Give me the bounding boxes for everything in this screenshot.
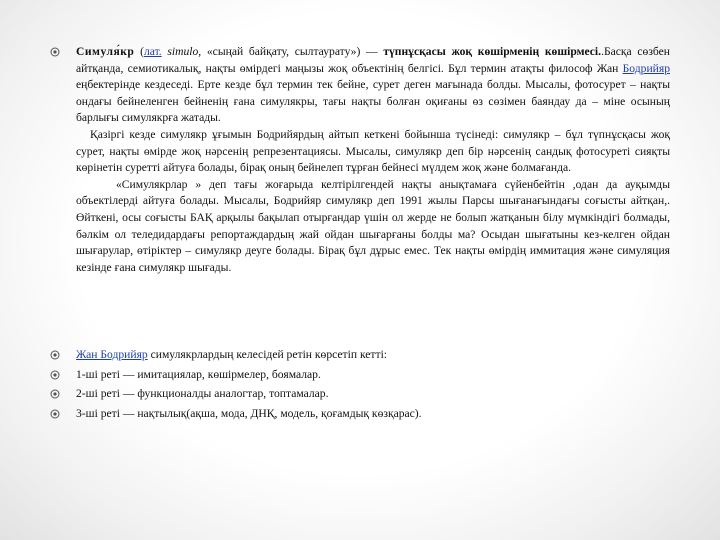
circled-dot-bullet-icon: [50, 350, 60, 360]
orders-intro-rest: симулякрлардың келесідей ретін көрсетіп кетті:: [147, 348, 388, 361]
etym-rest: , «сыңай байқату, сылтаурату») —: [198, 45, 378, 58]
circled-dot-bullet-icon: [50, 370, 60, 380]
bullet-item-order-2: [50, 386, 670, 403]
slide-content: [50, 44, 670, 422]
bullet-item-orders-intro: [50, 347, 670, 364]
order-2-text: 2-ші реті — функционалды аналогтар, топтамалар.: [76, 387, 329, 401]
circled-dot-bullet-icon: [50, 389, 60, 399]
order-1-text: 1-ші реті — имитациялар, көшірмелер, боямалар.: [76, 367, 321, 381]
latin-word: simulo: [167, 45, 199, 58]
circled-dot-bullet-icon: [50, 409, 60, 419]
term-title: Симуля́кр: [76, 45, 135, 58]
orders-intro-text: [76, 347, 670, 364]
circled-dot-bullet-icon: [50, 47, 60, 57]
bullet-item-order-1: [50, 367, 670, 384]
definition-tail: еңбектерінде кездеседі. Ерте кезде бұл термин тек бейне, сурет деген мағынада болды. Мысалы, фотосурет – нақты ондағы бейнеленген бейненің ғана симулякры, тағы нақты болған оқиғаны өз сөзімен баяндау да – міне осының барлығы симулякрға жатады.: [76, 78, 670, 125]
bullet-item-order-3: [50, 406, 670, 423]
definition-bold: түпнұсқасы жоқ көшірменің көшірмесі.: [377, 45, 602, 58]
paragraph-gulf-war-example: «Симулякрлар » деп тағы жоғарыда келтірілгендей нақты анықтамаға сүйенбейтін ,одан да ауқымды объектілерді айтуға болады. Мысалы, Бодрийяр симулякр деп 1991 жылы Парсы шығанағындағы соғысты айтқан,. Өйткені, осы соғысты БАҚ арқылы бақылап отырғандар үшін ол жерде не болып жатқанын білу мүмкіндігі болмады, бәлкім ол теледидардағы репортаждардың жай ойдан шығарғаны болды ма? Осыдан шығатыны кез-келген ойдан шығарулар, өтіріктер – симулякр деуге болады. Бірақ бұл дұрыс емес. Тек нақты өмірдің иммитация және симуляция кезінде ғана симулякр шығады.: [76, 177, 670, 274]
bullet-item-definition: [50, 44, 670, 347]
definition-paragraph: [76, 44, 670, 127]
author-link[interactable]: Бодрийяр: [622, 61, 670, 75]
etym-open: (: [134, 45, 144, 58]
order-3-text: 3-ші реті — нақтылық(ақша, мода, ДНҚ, модель, қоғамдық көзқарас).: [76, 406, 422, 420]
baudrillard-link[interactable]: Жан Бодрийяр: [76, 348, 148, 361]
paragraph-baudrillard-concept: Қазіргі кезде симулякр ұғымын Бодрийярдың айтып кеткені бойынша түсінеді: симулякр – бұл түпнұсқасы жоқ сурет, нақты өмірде жоқ нәрсенің репрезентациясы. Мысалы, симулякр деп бір нәрсенің сандық фотосуреті сияқты көрінетін суретті айтуға болады, бірақ оның бейнелеп тұрған бейнесі мүлдем жоқ және болмағанда.: [76, 127, 670, 175]
latin-link[interactable]: лат.: [143, 45, 162, 58]
definition-rest: .Басқа сөзбен айтқанда, семиотикалық, нақты өмірдегі маңызы жоқ объектінің белгісі. Бұл термин атақты философ Жан: [76, 45, 671, 75]
